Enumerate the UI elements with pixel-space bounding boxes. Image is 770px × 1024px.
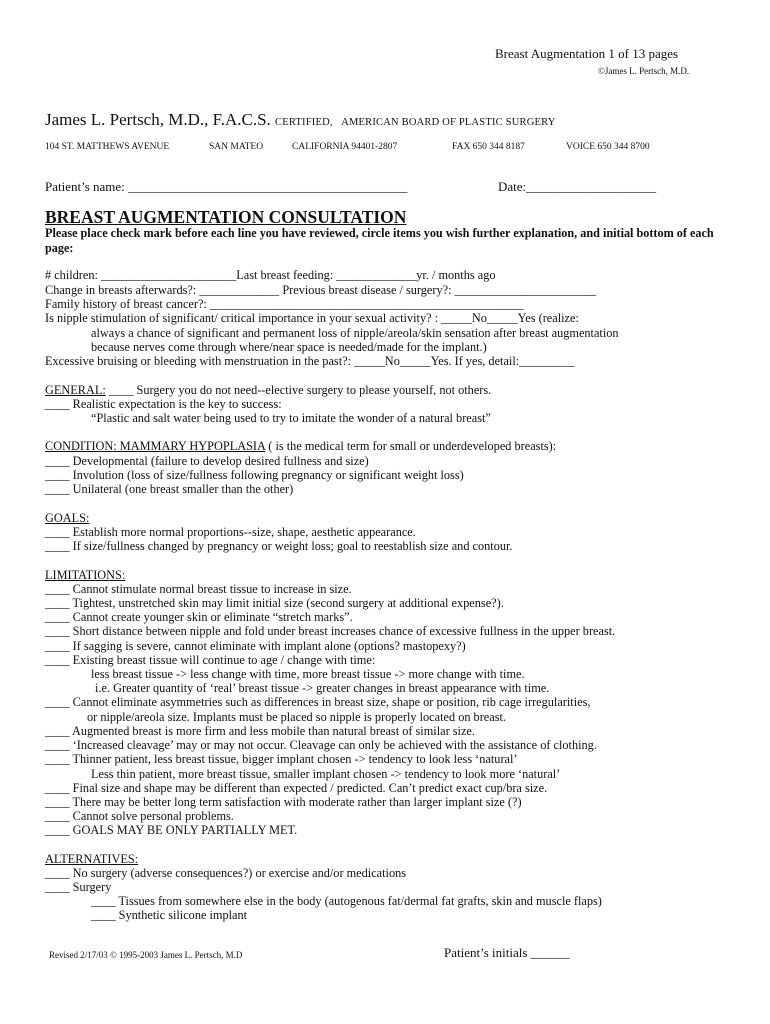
general-quote: “Plastic and salt water being used to try to imitate the wonder of a natural breast” xyxy=(91,411,491,425)
history-children[interactable]: # children: ______________________Last breast feeding: _____________yr. / months ago xyxy=(45,268,496,282)
general-heading: GENERAL: xyxy=(45,383,106,397)
limitation-item[interactable]: ____ Thinner patient, less breast tissue, bigger implant chosen -> tendency to look less ‘natural’ xyxy=(45,752,518,766)
limitation-item[interactable]: ____ GOALS MAY BE ONLY PARTIALLY MET. xyxy=(45,823,298,837)
goals-item-proportions[interactable]: ____ Establish more normal proportions--size, shape, aesthetic appearance. xyxy=(45,525,416,539)
condition-item-developmental[interactable]: ____ Developmental (failure to develop desired fullness and size) xyxy=(45,454,369,468)
alternative-subitem-implant[interactable]: ____ Synthetic silicone implant xyxy=(91,908,248,922)
voice-number: VOICE 650 344 8700 xyxy=(566,142,650,152)
history-family[interactable]: Family history of breast cancer?: ___________________________________________________ xyxy=(45,297,524,311)
limitation-item[interactable]: ____ Cannot stimulate normal breast tissue to increase in size. xyxy=(45,582,352,596)
address-state-zip: CALIFORNIA 94401-2807 xyxy=(292,142,398,152)
condition-tail: ( is the medical term for small or underdeveloped breasts): xyxy=(265,439,557,453)
limitation-item[interactable]: ____ If sagging is severe, cannot eliminate with implant alone (options? mastopexy?) xyxy=(45,639,466,653)
history-bruising[interactable]: Excessive bruising or bleeding with menstruation in the past?: _____No_____Yes. If yes, detail:_________ xyxy=(45,354,575,368)
limitation-item[interactable]: ____ Cannot solve personal problems. xyxy=(45,809,234,823)
doctor-name: James L. Pertsch, M.D., F.A.C.S. xyxy=(45,110,271,129)
date-field[interactable]: Date:____________________ xyxy=(498,179,657,194)
history-nipple-note-2: because nerves come through where/near space is needed/made for the implant.) xyxy=(91,340,487,354)
instructions: Please place check mark before each line you have reviewed, circle items you wish further explanation, and initial bottom of each page: xyxy=(45,226,714,255)
condition-heading-line xyxy=(45,439,556,454)
limitations-heading: LIMITATIONS: xyxy=(45,568,126,582)
limitation-item[interactable]: ____ Short distance between nipple and fold under breast increases chance of excessive fullness in the upper breast. xyxy=(45,624,616,638)
condition-item-unilateral[interactable]: ____ Unilateral (one breast smaller than the other) xyxy=(45,482,294,496)
history-nipple-note-1: always a chance of significant and permanent loss of nipple/areola/skin sensation after breast augmentation xyxy=(91,326,619,340)
limitation-subnote: Less thin patient, more breast tissue, smaller implant chosen -> tendency to look more ‘natural’ xyxy=(91,767,561,781)
condition-item-involution[interactable]: ____ Involution (loss of size/fullness following pregnancy or significant weight loss) xyxy=(45,468,464,482)
limitation-item[interactable]: ____ Cannot eliminate asymmetries such as differences in breast size, shape or position, rib cage irregularities, xyxy=(45,695,591,709)
revision-note: Revised 2/17/03 © 1995-2003 James L. Pertsch, M.D xyxy=(49,950,243,960)
header-copyright: ©James L. Pertsch, M.D. xyxy=(598,66,690,76)
alternatives-heading: ALTERNATIVES: xyxy=(45,852,139,866)
general-item-elective: ____ Surgery you do not need--elective surgery to please yourself, not others. xyxy=(105,383,492,397)
alternative-item-no-surgery[interactable]: ____ No surgery (adverse consequences?) or exercise and/or medications xyxy=(45,866,407,880)
limitation-item[interactable]: ____ There may be better long term satisfaction with moderate rather than larger implant size (?) xyxy=(45,795,522,809)
limitation-item[interactable]: ____ Existing breast tissue will continue to age / change with time: xyxy=(45,653,376,667)
limitation-subnote: i.e. Greater quantity of ‘real’ breast tissue -> greater changes in breast appearance with time. xyxy=(95,681,550,695)
certified-label: CERTIFIED, xyxy=(275,117,333,128)
limitation-item[interactable]: ____ Final size and shape may be different than expected / predicted. Can’t predict exact cup/bra size. xyxy=(45,781,548,795)
goals-item-reestablish[interactable]: ____ If size/fullness changed by pregnancy or weight loss; goal to reestablish size and contour. xyxy=(45,539,513,553)
limitation-item[interactable]: ____ ‘Increased cleavage’ may or may not occur. Cleavage can only be achieved with the assistance of clothing. xyxy=(45,738,597,752)
limitation-item[interactable]: ____ Cannot create younger skin or eliminate “stretch marks”. xyxy=(45,610,353,624)
board-label: AMERICAN BOARD OF PLASTIC SURGERY xyxy=(341,117,556,128)
limitation-item[interactable]: ____ Augmented breast is more firm and less mobile than natural breast of similar size. xyxy=(45,724,475,738)
limitation-item[interactable]: ____ Tightest, unstretched skin may limit initial size (second surgery at additional expense?). xyxy=(45,596,504,610)
general-first-line[interactable] xyxy=(45,383,491,398)
limitation-subnote: or nipple/areola size. Implants must be placed so nipple is properly located on breast. xyxy=(87,710,506,724)
limitation-subnote: less breast tissue -> less change with time, more breast tissue -> more change with time. xyxy=(91,667,525,681)
alternative-item-surgery[interactable]: ____ Surgery xyxy=(45,880,112,894)
address-city: SAN MATEO xyxy=(209,142,264,152)
alternative-subitem-tissues[interactable]: ____ Tissues from somewhere else in the body (autogenous fat/dermal fat grafts, skin and muscle flaps) xyxy=(91,894,602,908)
condition-heading: CONDITION: MAMMARY HYPOPLASIA xyxy=(45,439,266,453)
patient-name-field[interactable]: Patient’s name: ___________________________________________ xyxy=(45,179,408,194)
address-street: 104 ST. MATTHEWS AVENUE xyxy=(45,142,170,152)
page-header-title: Breast Augmentation 1 of 13 pages xyxy=(495,46,679,61)
goals-heading: GOALS: xyxy=(45,511,90,525)
general-item-expectation[interactable]: ____ Realistic expectation is the key to success: xyxy=(45,397,282,411)
fax-number: FAX 650 344 8187 xyxy=(452,142,525,152)
patient-initials-field[interactable]: Patient’s initials ______ xyxy=(444,945,570,960)
doctor-block xyxy=(45,110,556,130)
history-changes[interactable]: Change in breasts afterwards?: _____________ Previous breast disease / surgery?: _______________________ xyxy=(45,283,596,297)
document-title: BREAST AUGMENTATION CONSULTATION xyxy=(45,207,407,227)
history-nipple[interactable]: Is nipple stimulation of significant/ critical importance in your sexual activity? : _____No_____Yes (realize: xyxy=(45,311,579,325)
